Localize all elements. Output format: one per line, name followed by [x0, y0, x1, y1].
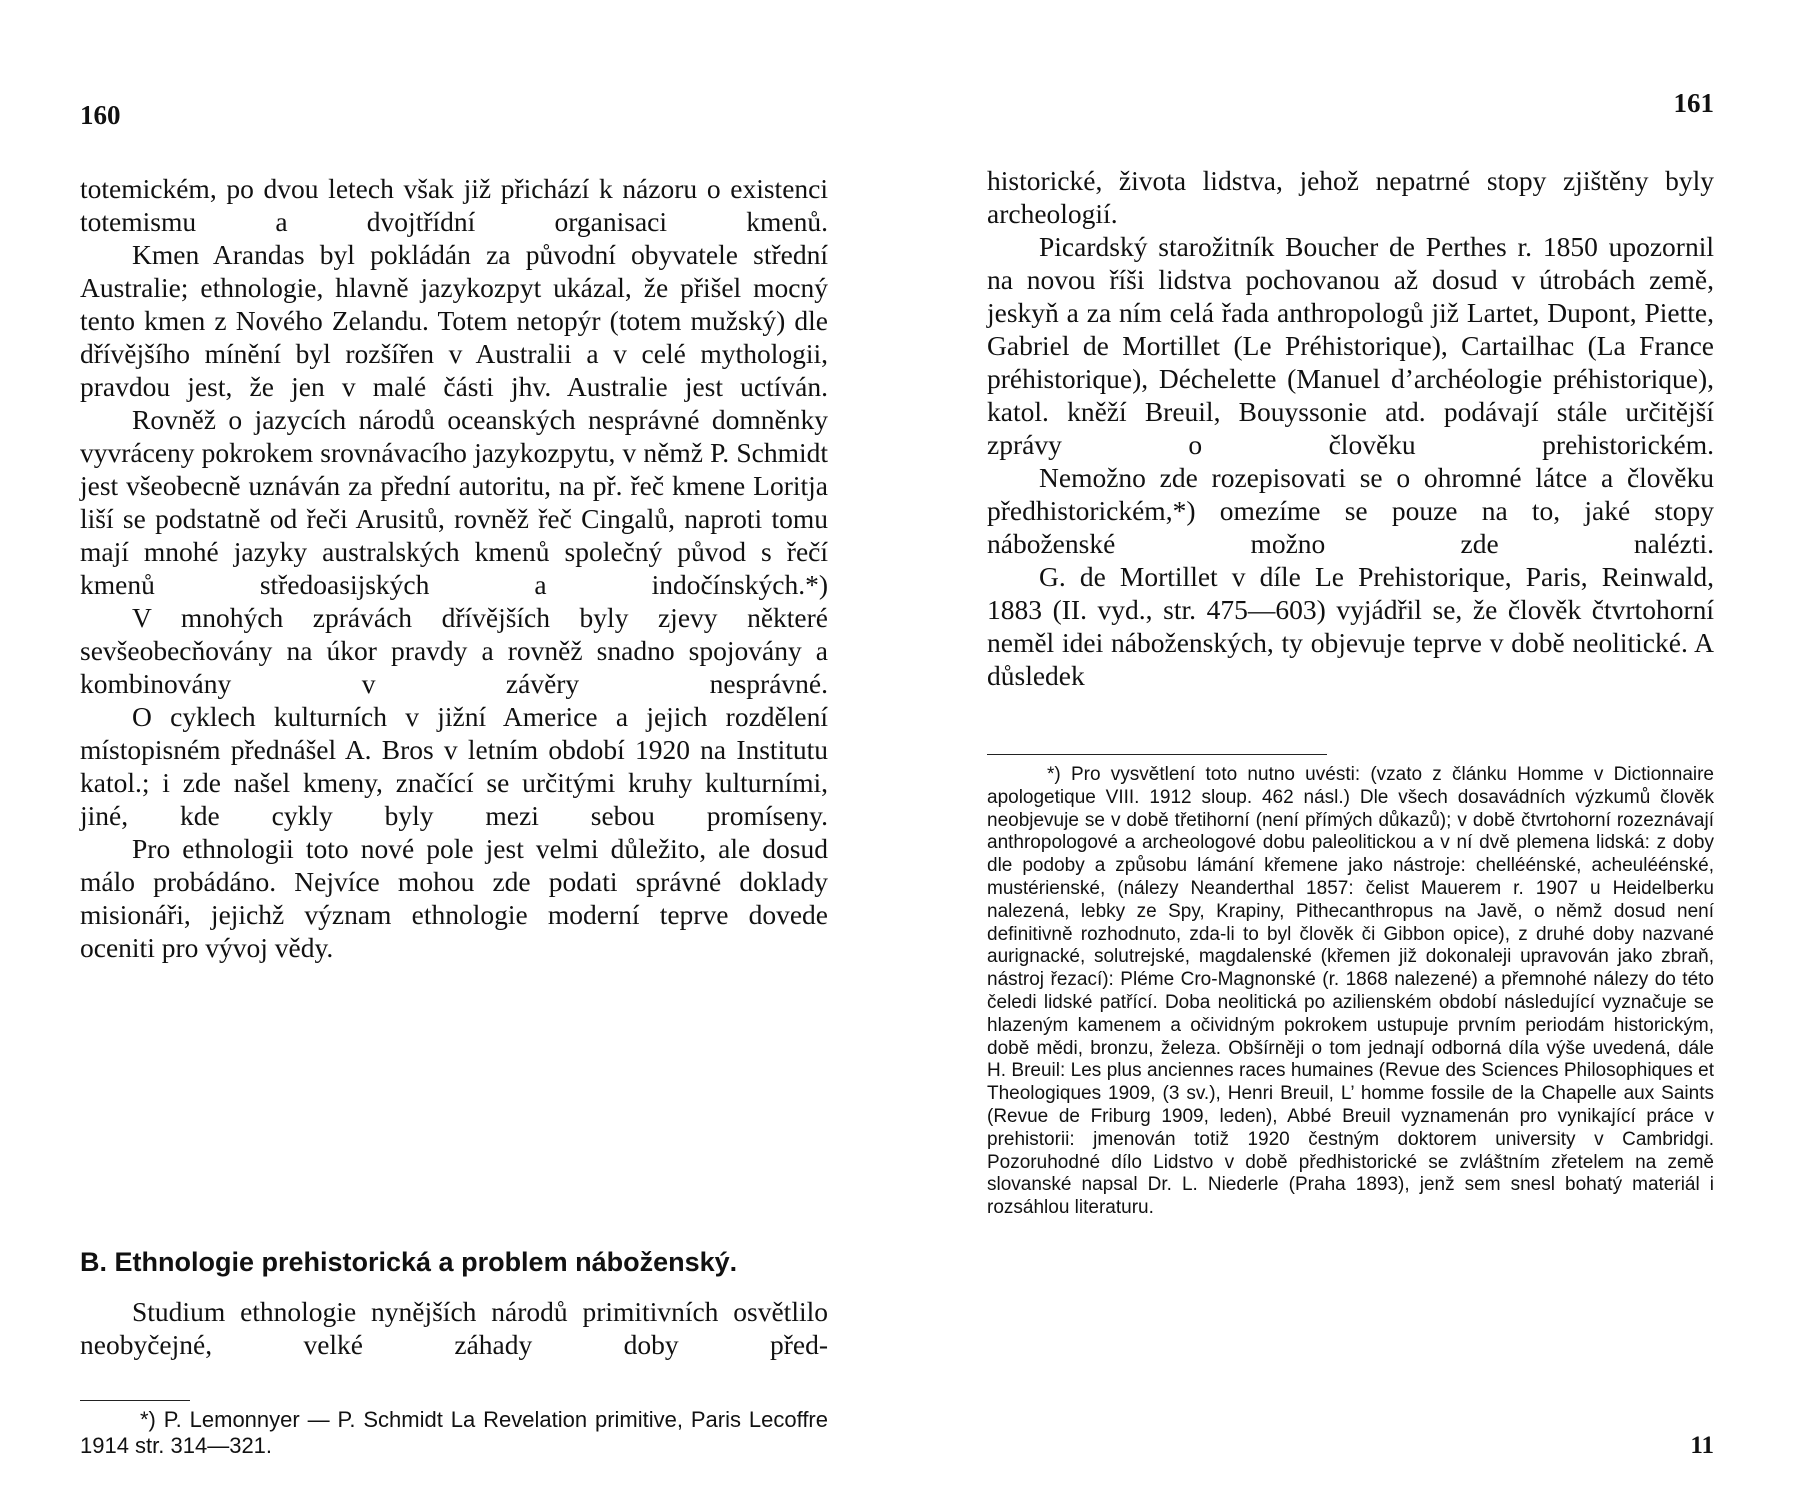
- footnote-text: *) Pro vysvětlení toto nutno uvésti: (vzato z článku Homme v Dictionnaire apologetique VIII. 1912 sloup. 462 násl.) Dle všech dosavádních výzkumů člověk neobjevuje se v době třetihorní (není přímých důkazů); v době čtvrtohorní rozeznávají anthropologové a archeologové dobu paleolitickou a v ní dvě plemena lidská: z doby dle podoby a způsobu lámání křemene jako nástroje: chelléénské, acheuléénské, mustérienské, (nálezy Neanderthal 1857: čelist Mauerem r. 1907 u Heidelberku nalezená, lebky ze Spy, Krapiny, Pithecanthropus na Javě, o němž dosud není definitivně rozhodnuto, zda-li to byl člověk či Gibbon opice), z druhé doby nazvané aurignacké, solutrejské, magdalenské (křemen již dokonaleji upravován jako zbraň, nástroj řezací): Pléme Cro-Magnonské (r. 1868 nalezené) a přemnohé nálezy do této čeledi lidské patřící. Doba neolitická po azilienském období následující vyznačuje se hlazeným kamenem a očividným pokrokem ustupuje prvním periodám historickým, době mědi, bronzu, železa. Obšírněji o tom jednají odborná díla výše uvedená, dále H. Breuil: Les plus anciennes races humaines (Revue des Sciences Philosophiques et Theologiques 1909, (3 sv.), Henri Breuil, L’ homme fossile de la Chapelle aux Saints (Revue de Friburg 1909, leden), Abbé Breuil vyznamenán pro vynikající práce v prehistorii: jmenován totiž 1920 čestným doktorem university v Cambridgi. Pozoruhodné dílo Lidstvo v době předhistorické se zvláštním zřetelem na země slovanské napsal Dr. L. Niederle (Praha 1893), jenž sem snesl bohatý materiál i rozsáhlou literaturu.: [987, 764, 1714, 1219]
- paragraph: historické, života lidstva, jehož nepatrné stopy zjištěny byly archeologií.: [987, 165, 1714, 229]
- paragraph: V mnohých zprávách dřívějších byly zjevy některé sevšeobecňovány na úkor pravdy a rovněž snadno spojovány a kombinovány v závěry nesprávné.: [80, 602, 828, 699]
- page-number: 161: [1673, 88, 1714, 118]
- footnote-rule: [987, 754, 1327, 755]
- paragraph: G. de Mortillet v díle Le Prehistorique, Paris, Reinwald, 1883 (II. vyd., str. 475—603) vyjádřil se, že člověk čtvrtohorní neměl idei náboženských, ty objevuje teprve v době neolitické. A důsledek: [987, 561, 1714, 691]
- paragraph: Studium ethnologie nynějších národů primitivních osvětlilo neobyčejné, velké záhady doby před-: [80, 1296, 828, 1360]
- footnote-rule: [80, 1400, 190, 1401]
- section-heading: B. Ethnologie prehistorická a problem náboženský.: [80, 1247, 738, 1277]
- footnote: [987, 764, 1714, 1220]
- body-text: [80, 172, 828, 964]
- section-text: [80, 1295, 828, 1361]
- signature-mark: 11: [1690, 1432, 1714, 1459]
- paragraph: Picardský starožitník Boucher de Perthes r. 1850 upozornil na novou říši lidstva pochovanou až dosud v útrobách země, jeskyň a za ním celá řada anthropologů již Lartet, Dupont, Piette, Gabriel de Mortillet (Le Préhistorique), Cartailhac (La France préhistorique), Déchelette (Manuel d’archéologie préhistorique), katol. kněží Breuil, Bouyssonie atd. podávají stále určitější zprávy o člověku prehistorickém.: [987, 231, 1714, 460]
- right-page: [897, 0, 1794, 1500]
- paragraph: Rovněž o jazycích národů oceanských nesprávné domněnky vyvráceny pokrokem srovnávacího jazykozpytu, v němž P. Schmidt jest všeobecně uznáván za přední autoritu, na př. řeč kmene Loritja liší se podstatně od řeči Arusitů, rovněž řeč Cingalů, naproti tomu mají mnohé jazyky australských kmenů společný původ s řečí kmenů středoasijských a indočínských.*): [80, 404, 828, 600]
- body-text: [987, 164, 1714, 692]
- paragraph: totemickém, po dvou letech však již přichází k názoru o existenci totemismu a dvojtřídní organisaci kmenů.: [80, 173, 828, 237]
- paragraph: Kmen Arandas byl pokládán za původní obyvatele střední Australie; ethnologie, hlavně jazykozpyt ukázal, že přišel mocný tento kmen z Nového Zelandu. Totem netopýr (totem mužský) dle dřívějšího mínění byl rozšířen v Australii a v celé mythologii, pravdou jest, že jen v malé části jhv. Australie jest uctíván.: [80, 239, 828, 402]
- paragraph: O cyklech kulturních v jižní Americe a jejich rozdělení místopisném přednášel A. Bros v letním období 1920 na Institutu katol.; i zde našel kmeny, značící se určitými kruhy kulturními, jiné, kde cykly byly mezi sebou promíseny.: [80, 701, 828, 831]
- footnote: [80, 1407, 828, 1459]
- footnote-text: *) P. Lemonnyer — P. Schmidt La Revelation primitive, Paris Lecoffre 1914 str. 314—321.: [80, 1407, 828, 1458]
- page-number: 160: [80, 100, 121, 130]
- paragraph: Pro ethnologii toto nové pole jest velmi důležito, ale dosud málo probádáno. Nejvíce mohou zde podati správné doklady misionáři, jejichž význam ethnologie moderní teprve dovede oceniti pro vývoj vědy.: [80, 833, 828, 963]
- paragraph: Nemožno zde rozepisovati se o ohromné látce a člověku předhistorickém,*) omezíme se pouze na to, jaké stopy náboženské možno zde nalézti.: [987, 462, 1714, 559]
